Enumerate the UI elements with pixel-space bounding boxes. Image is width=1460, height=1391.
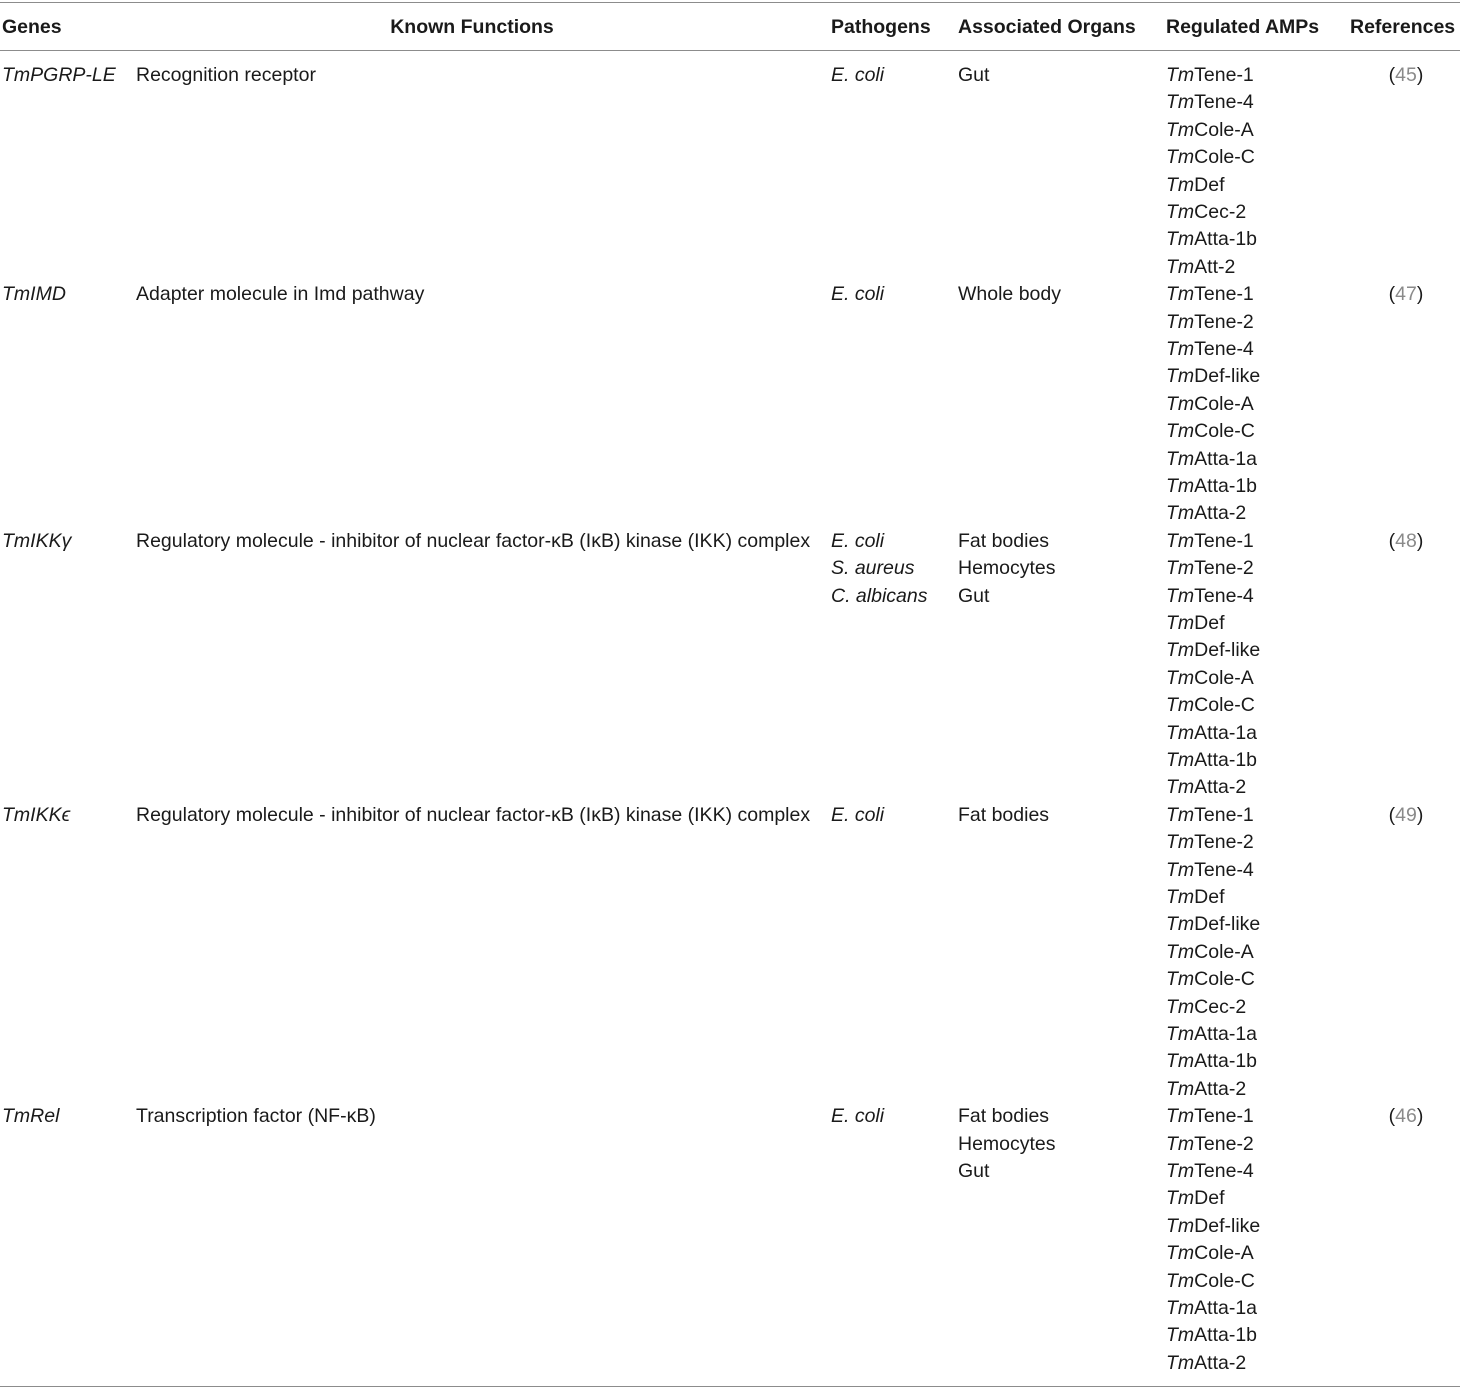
amps-cell bbox=[1166, 281, 1260, 528]
amp-prefix: Tm bbox=[1166, 858, 1195, 881]
amp-prefix: Tm bbox=[1166, 721, 1195, 744]
amp-item bbox=[1166, 89, 1257, 116]
header-genes: Genes bbox=[2, 16, 62, 38]
amp-prefix: Tm bbox=[1166, 803, 1195, 826]
amp-prefix: Tm bbox=[1166, 310, 1195, 333]
amp-prefix: Tm bbox=[1166, 584, 1195, 607]
reference-link[interactable]: 45 bbox=[1395, 64, 1417, 86]
table-bottom-rule bbox=[0, 1386, 1460, 1387]
amp-item bbox=[1166, 857, 1260, 884]
reference-open-paren: ( bbox=[1388, 529, 1396, 552]
organs-cell bbox=[958, 1103, 1056, 1185]
pathogen-name: E. coli bbox=[831, 803, 885, 826]
amp-name: Tene-4 bbox=[1194, 91, 1254, 114]
amp-item bbox=[1166, 1103, 1260, 1130]
amp-prefix: Tm bbox=[1166, 146, 1195, 169]
amp-prefix: Tm bbox=[1166, 365, 1195, 388]
amp-item bbox=[1166, 281, 1260, 308]
header-associated-organs: Associated Organs bbox=[958, 16, 1136, 38]
amp-item bbox=[1166, 473, 1260, 500]
amps-cell bbox=[1166, 1103, 1260, 1377]
amp-prefix: Tm bbox=[1166, 1351, 1195, 1374]
organs-cell bbox=[958, 802, 1049, 829]
amp-name: Cole-C bbox=[1194, 1269, 1255, 1292]
amp-item bbox=[1166, 911, 1260, 938]
pathogens-cell bbox=[831, 281, 884, 308]
amp-item bbox=[1166, 692, 1260, 719]
amp-item bbox=[1166, 637, 1260, 664]
amp-name: Atta-1a bbox=[1194, 447, 1258, 470]
reference-open-paren: ( bbox=[1388, 1105, 1396, 1128]
organ-name: Fat bodies bbox=[958, 803, 1050, 826]
amp-prefix: Tm bbox=[1166, 1077, 1195, 1100]
amp-prefix: Tm bbox=[1166, 283, 1195, 306]
amp-name: Def bbox=[1194, 611, 1225, 634]
amp-name: Tene-2 bbox=[1194, 831, 1254, 854]
amp-prefix: Tm bbox=[1166, 392, 1195, 415]
table-header-rule bbox=[0, 50, 1460, 51]
amp-prefix: Tm bbox=[1166, 913, 1195, 936]
function-cell: Regulatory molecule - inhibitor of nuclear factor-κB (IκB) kinase (IKK) complex bbox=[136, 529, 811, 552]
amp-name: Atta-2 bbox=[1194, 1077, 1247, 1100]
amp-item bbox=[1166, 528, 1260, 555]
header-pathogens: Pathogens bbox=[831, 16, 931, 38]
amp-item bbox=[1166, 199, 1257, 226]
function-cell: Adapter molecule in Imd pathway bbox=[136, 283, 425, 306]
amp-item bbox=[1166, 747, 1260, 774]
pathogen-name: E. coli bbox=[831, 283, 885, 306]
amp-name: Atta-1a bbox=[1194, 721, 1258, 744]
amp-prefix: Tm bbox=[1166, 1242, 1195, 1265]
amp-name: Tene-1 bbox=[1194, 283, 1254, 306]
amp-name: Atta-1b bbox=[1194, 1324, 1258, 1347]
amp-item bbox=[1166, 774, 1260, 801]
amp-name: Tene-4 bbox=[1194, 337, 1254, 360]
function-cell: Transcription factor (NF-κB) bbox=[136, 1105, 376, 1128]
amp-prefix: Tm bbox=[1166, 529, 1195, 552]
amp-item bbox=[1166, 1076, 1260, 1103]
pathogens-cell bbox=[831, 1103, 884, 1130]
amp-name: Cole-A bbox=[1194, 940, 1254, 963]
amp-name: Atta-2 bbox=[1194, 502, 1247, 525]
amp-item bbox=[1166, 226, 1257, 253]
reference-link[interactable]: 47 bbox=[1395, 283, 1417, 306]
amp-prefix: Tm bbox=[1166, 1132, 1195, 1155]
amp-item bbox=[1166, 665, 1260, 692]
amp-prefix: Tm bbox=[1166, 64, 1195, 86]
amp-prefix: Tm bbox=[1166, 1269, 1195, 1292]
amps-cell bbox=[1166, 802, 1260, 1103]
amp-prefix: Tm bbox=[1166, 831, 1195, 854]
amp-name: Atta-1b bbox=[1194, 474, 1258, 497]
organ-name: Gut bbox=[958, 64, 990, 86]
amp-prefix: Tm bbox=[1166, 173, 1195, 196]
table-row bbox=[0, 1103, 1460, 1377]
reference-link[interactable]: 49 bbox=[1395, 803, 1417, 826]
amp-name: Tene-1 bbox=[1194, 803, 1254, 826]
organ-name: Hemocytes bbox=[958, 557, 1056, 580]
reference-link[interactable]: 48 bbox=[1395, 529, 1417, 552]
amp-name: Atta-1a bbox=[1194, 1296, 1258, 1319]
amp-item bbox=[1166, 1240, 1260, 1267]
amp-item bbox=[1166, 966, 1260, 993]
gene-cell: TmPGRP-LE bbox=[2, 64, 116, 86]
amp-name: Atta-1b bbox=[1194, 228, 1258, 251]
amp-item bbox=[1166, 117, 1257, 144]
amp-name: Tene-4 bbox=[1194, 584, 1254, 607]
table-row bbox=[0, 281, 1460, 528]
amp-name: Cole-C bbox=[1194, 694, 1255, 717]
amp-prefix: Tm bbox=[1166, 337, 1195, 360]
pathogen-name: S. aureus bbox=[831, 557, 915, 580]
header-known-functions: Known Functions bbox=[390, 16, 554, 38]
amp-name: Def bbox=[1194, 885, 1225, 908]
amp-name: Cole-A bbox=[1194, 1242, 1254, 1265]
amp-item bbox=[1166, 336, 1260, 363]
amp-name: Def-like bbox=[1194, 913, 1261, 936]
amp-item bbox=[1166, 1322, 1260, 1349]
amp-item bbox=[1166, 1268, 1260, 1295]
reference-open-paren: ( bbox=[1388, 283, 1396, 306]
amp-prefix: Tm bbox=[1166, 557, 1195, 580]
amps-cell bbox=[1166, 528, 1260, 802]
amp-prefix: Tm bbox=[1166, 694, 1195, 717]
reference-cell[interactable] bbox=[1386, 281, 1426, 308]
amp-prefix: Tm bbox=[1166, 639, 1195, 662]
pathogens-cell bbox=[831, 62, 884, 89]
organ-name: Whole body bbox=[958, 283, 1061, 306]
pathogen-name: E. coli bbox=[831, 1105, 885, 1128]
amp-name: Atta-2 bbox=[1194, 1351, 1247, 1374]
reference-open-paren: ( bbox=[1388, 803, 1396, 826]
amp-name: Def-like bbox=[1194, 639, 1261, 662]
amps-cell bbox=[1166, 62, 1257, 281]
amp-item bbox=[1166, 1350, 1260, 1377]
pathogens-cell bbox=[831, 802, 884, 829]
pathogens-cell bbox=[831, 528, 927, 610]
amp-prefix: Tm bbox=[1166, 940, 1195, 963]
amp-name: Def bbox=[1194, 173, 1225, 196]
amp-item bbox=[1166, 1048, 1260, 1075]
amp-name: Cec-2 bbox=[1194, 200, 1247, 223]
amp-name: Atta-1a bbox=[1194, 1022, 1258, 1045]
table-top-rule bbox=[0, 2, 1460, 3]
amp-item bbox=[1166, 884, 1260, 911]
pathogen-name: E. coli bbox=[831, 529, 885, 552]
amp-item bbox=[1166, 939, 1260, 966]
reference-close-paren: ) bbox=[1416, 803, 1424, 826]
amp-name: Atta-1b bbox=[1194, 1050, 1258, 1073]
organ-name: Gut bbox=[958, 584, 990, 607]
amp-item bbox=[1166, 446, 1260, 473]
amp-prefix: Tm bbox=[1166, 1296, 1195, 1319]
amp-prefix: Tm bbox=[1166, 1324, 1195, 1347]
table-row bbox=[0, 62, 1460, 281]
table-header-row bbox=[0, 11, 1460, 43]
amp-name: Att-2 bbox=[1194, 255, 1236, 278]
amp-item bbox=[1166, 363, 1260, 390]
amp-prefix: Tm bbox=[1166, 420, 1195, 443]
reference-cell[interactable] bbox=[1386, 528, 1426, 555]
amp-name: Tene-2 bbox=[1194, 310, 1254, 333]
amp-prefix: Tm bbox=[1166, 474, 1195, 497]
amp-name: Tene-1 bbox=[1194, 529, 1254, 552]
amp-name: Tene-4 bbox=[1194, 858, 1254, 881]
amp-item bbox=[1166, 1158, 1260, 1185]
amp-prefix: Tm bbox=[1166, 1187, 1195, 1210]
amp-prefix: Tm bbox=[1166, 776, 1195, 799]
amp-prefix: Tm bbox=[1166, 255, 1195, 278]
table-row bbox=[0, 528, 1460, 802]
amp-prefix: Tm bbox=[1166, 1214, 1195, 1237]
amp-name: Tene-1 bbox=[1194, 1105, 1254, 1128]
amp-prefix: Tm bbox=[1166, 666, 1195, 689]
reference-cell[interactable] bbox=[1386, 62, 1426, 89]
reference-close-paren: ) bbox=[1416, 283, 1424, 306]
amp-name: Atta-2 bbox=[1194, 776, 1247, 799]
reference-cell[interactable] bbox=[1386, 1103, 1426, 1130]
organ-name: Fat bodies bbox=[958, 529, 1050, 552]
amp-item bbox=[1166, 62, 1257, 89]
amp-name: Def-like bbox=[1194, 1214, 1261, 1237]
amp-prefix: Tm bbox=[1166, 1105, 1195, 1128]
amp-item bbox=[1166, 1185, 1260, 1212]
amp-item bbox=[1166, 829, 1260, 856]
amp-name: Cole-A bbox=[1194, 666, 1254, 689]
amp-prefix: Tm bbox=[1166, 91, 1195, 114]
organ-name: Hemocytes bbox=[958, 1132, 1056, 1155]
amp-item bbox=[1166, 720, 1260, 747]
amp-prefix: Tm bbox=[1166, 968, 1195, 991]
function-cell: Recognition receptor bbox=[136, 64, 316, 86]
amp-name: Tene-2 bbox=[1194, 557, 1254, 580]
reference-cell[interactable] bbox=[1386, 802, 1426, 829]
gene-cell: TmIKKϵ bbox=[2, 803, 71, 826]
amp-item bbox=[1166, 1295, 1260, 1322]
amp-name: Cole-C bbox=[1194, 420, 1255, 443]
amp-item bbox=[1166, 583, 1260, 610]
amp-prefix: Tm bbox=[1166, 502, 1195, 525]
amp-name: Cole-C bbox=[1194, 146, 1255, 169]
organs-cell bbox=[958, 528, 1056, 610]
amp-name: Tene-2 bbox=[1194, 1132, 1254, 1155]
amp-prefix: Tm bbox=[1166, 1050, 1195, 1073]
amp-item bbox=[1166, 500, 1260, 527]
amp-item bbox=[1166, 418, 1260, 445]
amp-name: Atta-1b bbox=[1194, 748, 1258, 771]
amp-prefix: Tm bbox=[1166, 1022, 1195, 1045]
amp-item bbox=[1166, 994, 1260, 1021]
gene-cell: TmIKKγ bbox=[2, 529, 72, 552]
amp-item bbox=[1166, 172, 1257, 199]
amp-item bbox=[1166, 309, 1260, 336]
reference-close-paren: ) bbox=[1416, 1105, 1424, 1128]
function-cell: Regulatory molecule - inhibitor of nuclear factor-κB (IκB) kinase (IKK) complex bbox=[136, 803, 811, 826]
amp-item bbox=[1166, 254, 1257, 281]
reference-open-paren: ( bbox=[1388, 64, 1396, 86]
amp-item bbox=[1166, 1213, 1260, 1240]
amp-prefix: Tm bbox=[1166, 200, 1195, 223]
amp-prefix: Tm bbox=[1166, 995, 1195, 1018]
amp-item bbox=[1166, 802, 1260, 829]
amp-item bbox=[1166, 1131, 1260, 1158]
reference-close-paren: ) bbox=[1416, 64, 1424, 86]
header-regulated-amps: Regulated AMPs bbox=[1166, 16, 1320, 38]
amp-item bbox=[1166, 555, 1260, 582]
gene-cell: TmIMD bbox=[2, 283, 66, 306]
amp-name: Cec-2 bbox=[1194, 995, 1247, 1018]
pathogen-name: C. albicans bbox=[831, 584, 928, 607]
organs-cell bbox=[958, 62, 989, 89]
gene-cell: TmRel bbox=[2, 1105, 60, 1128]
amp-item bbox=[1166, 144, 1257, 171]
amp-name: Tene-4 bbox=[1194, 1159, 1254, 1182]
amp-name: Cole-C bbox=[1194, 968, 1255, 991]
reference-link[interactable]: 46 bbox=[1395, 1105, 1417, 1128]
header-references: References bbox=[1350, 16, 1456, 38]
amp-name: Def bbox=[1194, 1187, 1225, 1210]
amp-prefix: Tm bbox=[1166, 748, 1195, 771]
amp-prefix: Tm bbox=[1166, 611, 1195, 634]
pathogen-name: E. coli bbox=[831, 64, 885, 86]
amp-prefix: Tm bbox=[1166, 228, 1195, 251]
amp-prefix: Tm bbox=[1166, 118, 1195, 141]
organ-name: Gut bbox=[958, 1159, 990, 1182]
table-row bbox=[0, 802, 1460, 1103]
amp-prefix: Tm bbox=[1166, 447, 1195, 470]
organs-cell bbox=[958, 281, 1061, 308]
amp-item bbox=[1166, 1021, 1260, 1048]
amp-name: Def-like bbox=[1194, 365, 1261, 388]
organ-name: Fat bodies bbox=[958, 1105, 1050, 1128]
amp-name: Tene-1 bbox=[1194, 64, 1254, 86]
amp-item bbox=[1166, 610, 1260, 637]
reference-close-paren: ) bbox=[1416, 529, 1424, 552]
amp-name: Cole-A bbox=[1194, 118, 1254, 141]
amp-prefix: Tm bbox=[1166, 885, 1195, 908]
amp-name: Cole-A bbox=[1194, 392, 1254, 415]
amp-item bbox=[1166, 391, 1260, 418]
amp-prefix: Tm bbox=[1166, 1159, 1195, 1182]
